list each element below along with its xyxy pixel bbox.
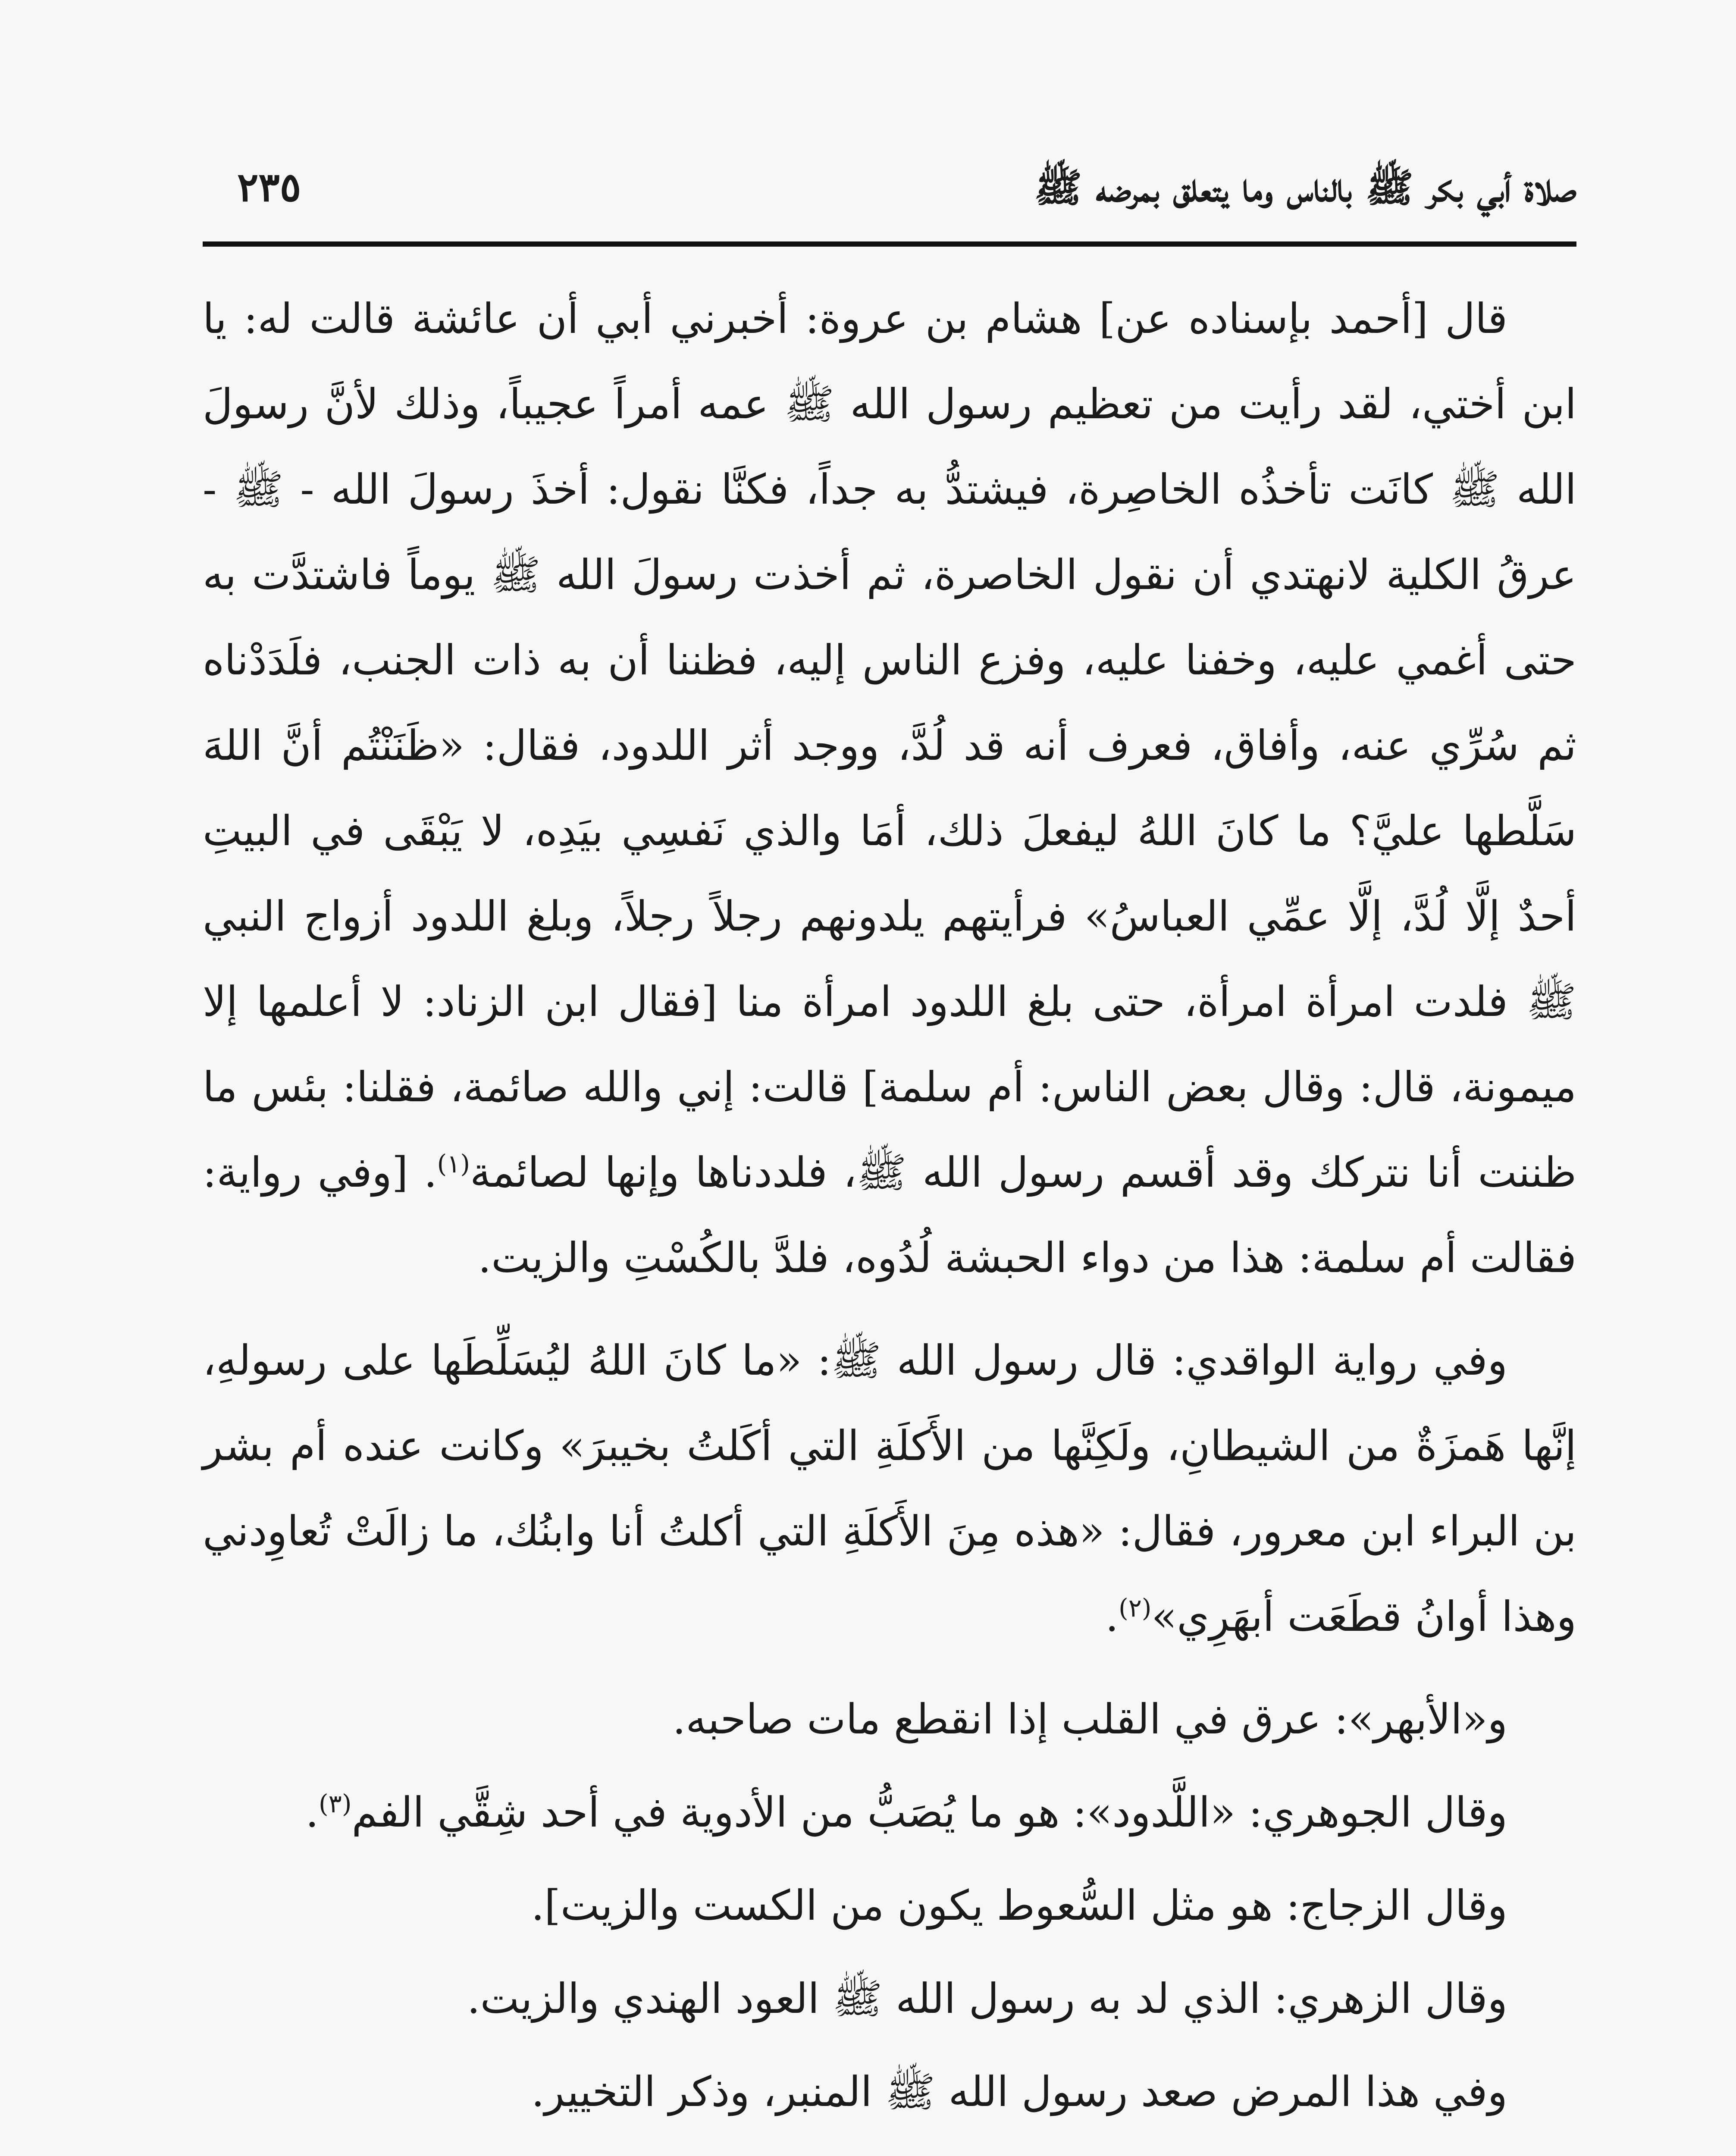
definition-text: وفي هذا المرض صعد رسول الله ﷺ المنبر، وذكر التخيير. <box>531 2068 1507 2116</box>
page-number: ٢٣٥ <box>237 164 301 210</box>
definition-text: وقال الزجاج: هو مثل السُّعوط يكون من الكست والزيت]. <box>531 1881 1507 1930</box>
footnote-reference: ( $^٢$ ) <box>1119 1593 1151 1623</box>
definition-text: و«الأبهر»: عرق في القلب إذا انقطع مات صاحبه. <box>672 1695 1507 1743</box>
definition-text: وقال الجوهري: «اللَّدود»: هو ما يُصَبُّ من الأدوية في أحد شِقَّي الفم <box>351 1788 1507 1836</box>
page-header <box>203 160 1576 246</box>
definition-line <box>203 1956 1507 2041</box>
definition-text: . <box>305 1788 319 1836</box>
footnote-reference: ( $^٣$ ) <box>319 1789 351 1818</box>
definition-line <box>203 1863 1507 1948</box>
paragraph-text: . [وفي رواية: فقالت أم سلمة: هذا من دواء الحبشة لُدُوه، فلدَّ بالكُسْتِ والزيت. <box>203 1148 1576 1282</box>
paragraph <box>203 276 1576 1300</box>
definition-line <box>203 1677 1507 1762</box>
paragraph-text: قال [أحمد بإسناده عن] هشام بن عروة: أخبرني أبي أن عائشة قالت له: يا ابن أختي، لقد رأيت من تعظيم رسول الله ﷺ عمه أمراً عجيباً، وذلك لأنَّ رسولَ الله ﷺ كانَت تأخذُه الخاصِرة، فيشتدُّ به جداً، فكنَّا نقول: أخذَ رسولَ الله - ﷺ - عرقُ الكلية لانهتدي أن نقول الخاصرة، ثم أخذت رسولَ الله ﷺ يوماً فاشتدَّت به حتى أغمي عليه، وخفنا عليه، وفزع الناس إليه، فظننا أن به ذات الجنب، فلَدَدْناه ثم سُرِّي عنه، وأفاق، فعرف أنه قد لُدَّ، ووجد أثر اللدود، فقال: «ظَنَنْتُم أنَّ اللهَ سَلَّطها عليَّ؟ ما كانَ اللهُ ليفعلَ ذلك، أمَا والذي نَفسِي بيَدِه، لا يَبْقَى في البيتِ أحدٌ إلَّا لُدَّ، إلَّا عمِّي العباسُ» فرأيتهم يلدونهم رجلاً رجلاً، وبلغ اللدود أزواج النبي ﷺ فلدت امرأة امرأة، حتى بلغ اللدود امرأة منا [فقال ابن الزناد: لا أعلمها إلا ميمونة، قال: وقال بعض الناس: أم سلمة] قالت: إني والله صائمة، فقلنا: بئس ما ظننت أنا نتركك وقد أقسم رسول الله ﷺ، فلددناها وإنها لصائمة <box>203 295 1577 1197</box>
header-rule <box>203 241 1576 247</box>
paragraph <box>203 1318 1576 1659</box>
paragraph-text: . <box>1105 1592 1119 1641</box>
paragraph-text: وفي رواية الواقدي: قال رسول الله ﷺ: «ما كانَ اللهُ ليُسَلِّطَها على رسولهِ، إنَّها هَمزَةٌ من الشيطانِ، ولَكِنَّها من الأَكلَةِ التي أكَلتُ بخيبرَ» وكانت عنده أم بشر بن البراء ابن معرور، فقال: «هذه مِنَ الأَكلَةِ التي أكلتُ أنا وابنُك، ما زالَتْ تُعاوِدني وهذا أوانُ قطَعَت أبهَرِي» <box>203 1336 1576 1641</box>
definition-text: وقال الزهري: الذي لد به رسول الله ﷺ العود الهندي والزيت. <box>467 1974 1507 2023</box>
footnote-reference: ( $^١$ ) <box>437 1149 470 1178</box>
definition-line <box>203 1770 1507 1855</box>
main-text <box>203 276 1576 2142</box>
definition-line <box>203 2049 1507 2134</box>
running-title: صلاة أبي بكر ﷺ بالناس وما يتعلق بمرضه ﷺ <box>1034 164 1576 211</box>
